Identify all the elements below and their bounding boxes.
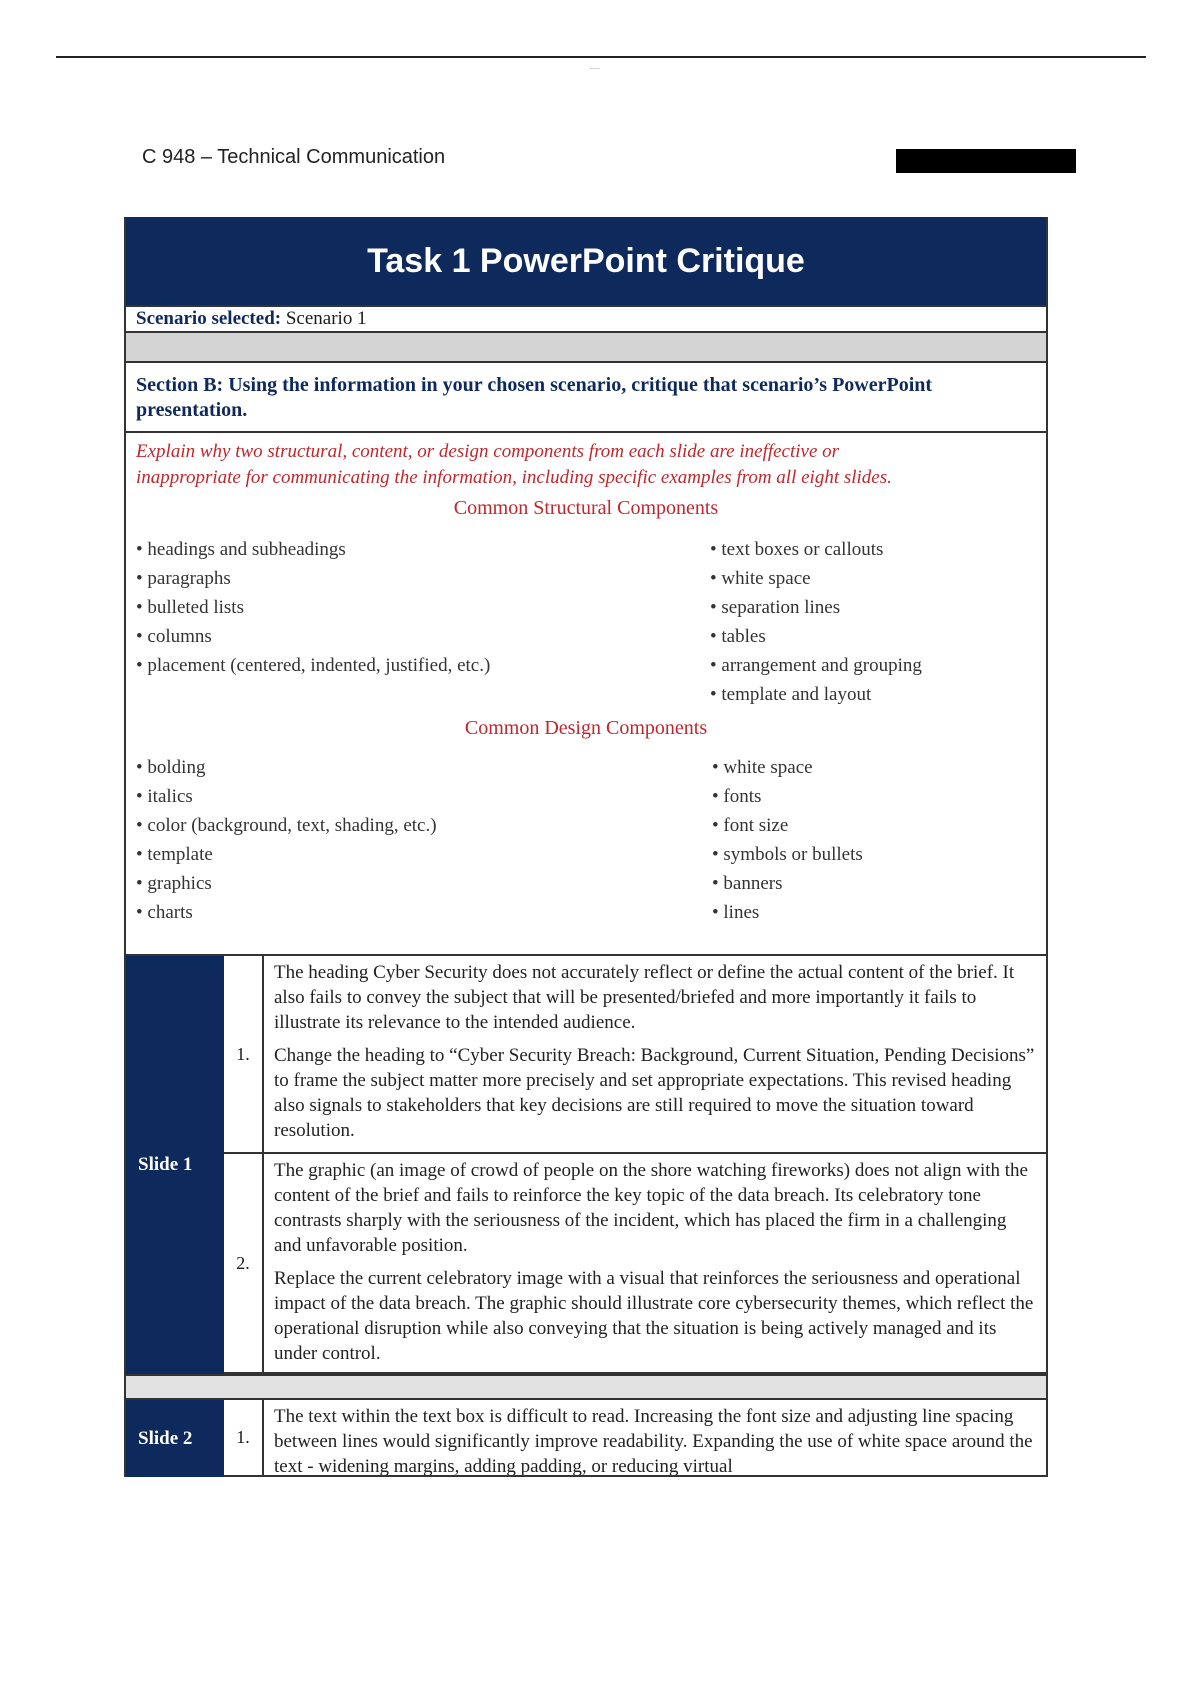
design-list-left xyxy=(136,753,437,927)
slide-1-item-2-fix: Replace the current celebratory image with a visual that reinforces the seriousness and operational impact of the data breach. The graphic should illustrate core cybersecurity themes, which reflect the operational disruption while also conveying that the situation is being actively managed and its under control. xyxy=(274,1268,1034,1364)
slide-separator xyxy=(126,1374,1046,1400)
list-item: • banners xyxy=(712,869,863,898)
list-item: • text boxes or callouts xyxy=(710,535,922,564)
header-mark: ----- xyxy=(590,66,600,72)
design-list-right xyxy=(712,753,863,927)
structural-heading: Common Structural Components xyxy=(453,497,719,519)
course-title: C 948 – Technical Communication xyxy=(142,146,446,168)
top-rule xyxy=(56,56,1146,58)
slide-1-item-1-fix: Change the heading to “Cyber Security Breach: Background, Current Situation, Pending Decisions” to frame the subject matter more precisely and set appropriate expectations. This revised heading also signals to stakeholders that key decisions are still required to move the situation toward resolution. xyxy=(274,1045,1035,1141)
list-item: • white space xyxy=(710,564,922,593)
list-item: • white space xyxy=(712,753,863,782)
list-item: • symbols or bullets xyxy=(712,840,863,869)
scenario-value: Scenario 1 xyxy=(285,308,367,329)
list-item: • template xyxy=(136,840,437,869)
design-heading: Common Design Components xyxy=(464,717,708,739)
scenario-label: Scenario selected: xyxy=(136,308,282,329)
document-title: Task 1 PowerPoint Critique xyxy=(126,217,1046,305)
slide-2-label: Slide 2 xyxy=(126,1400,224,1477)
slide-2-item-1-number: 1. xyxy=(224,1400,264,1477)
list-item: • headings and subheadings xyxy=(136,535,490,564)
list-item: • color (background, text, shading, etc.) xyxy=(136,811,437,840)
list-item: • lines xyxy=(712,898,863,927)
instructions xyxy=(136,439,1036,491)
instructions-line-1: Explain why two structural, content, or design components from each slide are ineffective or xyxy=(136,441,840,462)
list-item: • tables xyxy=(710,622,922,651)
slide-1-item-1-text xyxy=(264,956,1046,1154)
slide-1-label: Slide 1 xyxy=(126,956,224,1374)
slide-2-item-1-text xyxy=(264,1400,1046,1477)
list-item: • charts xyxy=(136,898,437,927)
list-item: • paragraphs xyxy=(136,564,490,593)
structural-list-left xyxy=(136,535,490,680)
list-item: • placement (centered, indented, justified, etc.) xyxy=(136,651,490,680)
list-item: • separation lines xyxy=(710,593,922,622)
slide-1-item-2-critique: The graphic (an image of crowd of people on the shore watching fireworks) does not align with the content of the brief and fails to reinforce the key topic of the data breach. Its celebratory tone contrasts sharply with the seriousness of the incident, which has placed the firm in a challenging and unfavorable position. xyxy=(274,1160,1028,1256)
scenario-row xyxy=(126,305,1046,333)
section-b-heading: Section B: Using the information in your chosen scenario, critique that scenario’s PowerPoint presentation. xyxy=(126,363,1046,433)
list-item: • template and layout xyxy=(710,680,922,709)
list-item: • arrangement and grouping xyxy=(710,651,922,680)
list-item: • fonts xyxy=(712,782,863,811)
slide-1-item-1-critique: The heading Cyber Security does not accurately reflect or define the actual content of the brief. It also fails to convey the subject that will be presented/briefed and more importantly it fails to illustrate its relevance to the intended audience. xyxy=(274,962,1015,1033)
grey-band xyxy=(126,333,1046,363)
slide-1-item-2-number: 2. xyxy=(224,1154,264,1374)
slide-1-item-1-number: 1. xyxy=(224,956,264,1154)
list-item: • graphics xyxy=(136,869,437,898)
list-item: • italics xyxy=(136,782,437,811)
slide-2-item-1-critique: The text within the text box is difficult to read. Increasing the font size and adjusting line spacing between lines would significantly improve readability. Expanding the use of white space around the text - widening margins, adding padding, or reducing virtual xyxy=(274,1406,1033,1477)
list-item: • bulleted lists xyxy=(136,593,490,622)
list-item: • columns xyxy=(136,622,490,651)
critique-document xyxy=(124,217,1048,1477)
instructions-line-2: inappropriate for communicating the information, including specific examples from all eight slides. xyxy=(136,467,892,488)
list-item: • font size xyxy=(712,811,863,840)
list-item: • bolding xyxy=(136,753,437,782)
structural-list-right xyxy=(710,535,922,709)
slide-1-item-2-text xyxy=(264,1154,1046,1374)
redaction-block xyxy=(896,149,1076,173)
